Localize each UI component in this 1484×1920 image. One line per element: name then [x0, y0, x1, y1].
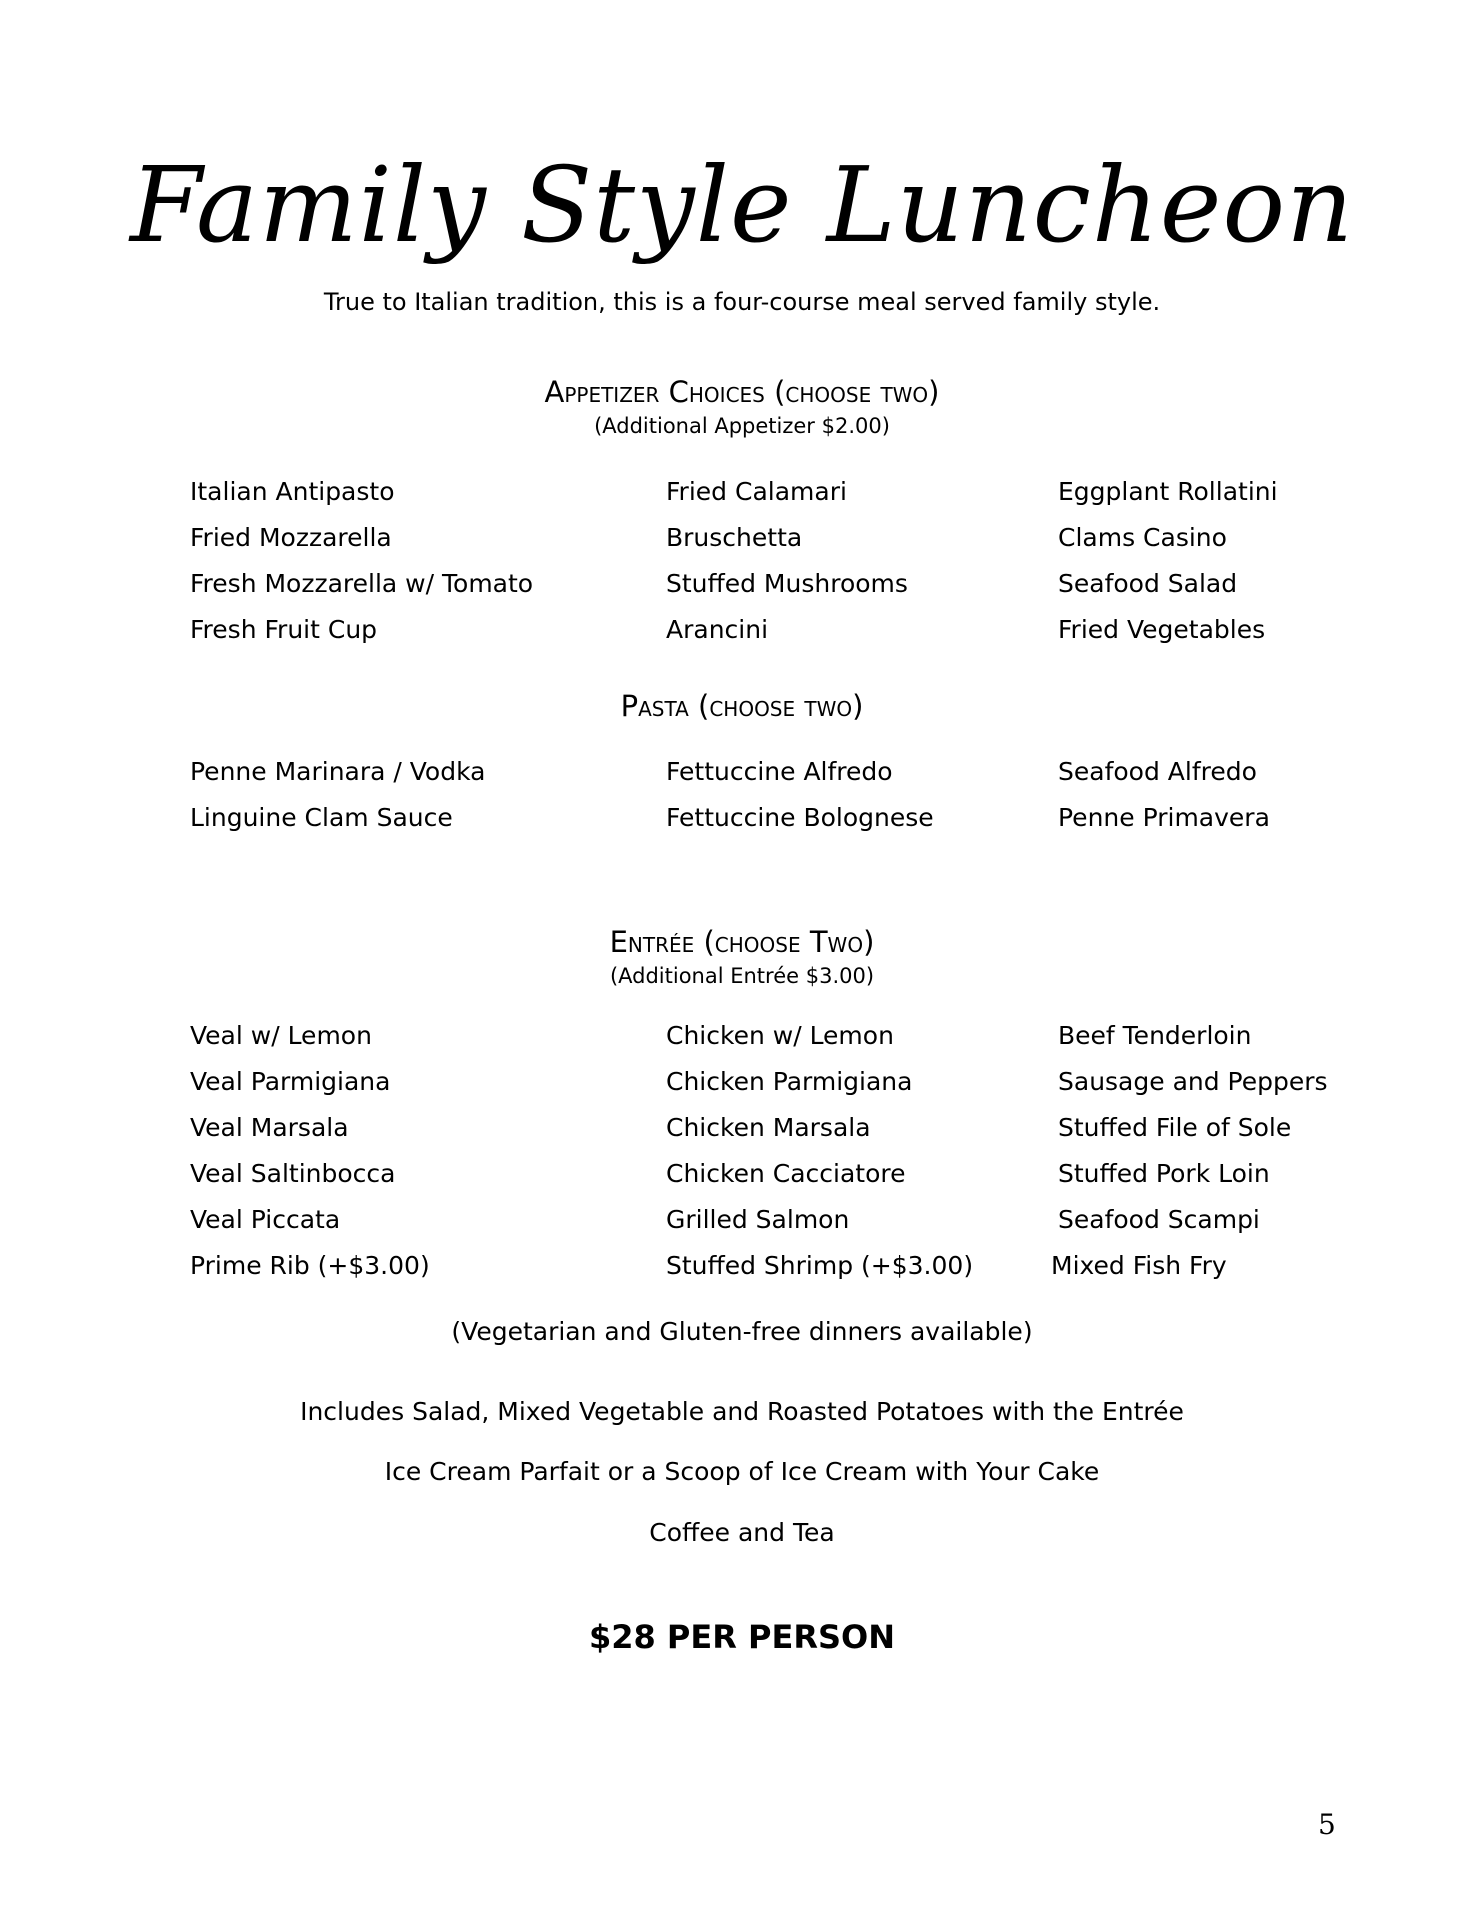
appetizer-item: Fried Vegetables — [1058, 615, 1266, 644]
entree-item: Veal Parmigiana — [190, 1067, 391, 1096]
entree-heading: Entrée (choose Two) — [609, 925, 875, 959]
entree-item: Chicken Parmigiana — [666, 1067, 913, 1096]
entree-item: Chicken Cacciatore — [666, 1159, 906, 1188]
includes-note: Includes Salad, Mixed Vegetable and Roasted Potatoes with the Entrée — [300, 1397, 1184, 1426]
appetizer-item: Fried Calamari — [666, 477, 847, 506]
pasta-item: Fettuccine Alfredo — [666, 757, 893, 786]
pasta-item: Linguine Clam Sauce — [190, 803, 453, 832]
coffee-note: Coffee and Tea — [649, 1518, 835, 1547]
vegetarian-note: (Vegetarian and Gluten-free dinners available) — [451, 1317, 1033, 1346]
entree-item: Sausage and Peppers — [1058, 1067, 1328, 1096]
entree-item: Veal Marsala — [190, 1113, 349, 1142]
appetizer-item: Fresh Mozzarella w/ Tomato — [190, 569, 534, 598]
entree-item: Veal Saltinbocca — [190, 1159, 396, 1188]
appetizer-item: Arancini — [666, 615, 769, 644]
price-label: $28 PER PERSON — [588, 1618, 895, 1656]
pasta-item: Fettuccine Bolognese — [666, 803, 934, 832]
appetizer-item: Italian Antipasto — [190, 477, 395, 506]
entree-item: Stuffed Shrimp (+$3.00) — [666, 1251, 974, 1280]
entree-item: Beef Tenderloin — [1058, 1021, 1252, 1050]
entree-item: Seafood Scampi — [1058, 1205, 1260, 1234]
entree-item: Stuffed Pork Loin — [1058, 1159, 1270, 1188]
entree-item: Stuffed File of Sole — [1058, 1113, 1292, 1142]
appetizer-item: Fresh Fruit Cup — [190, 615, 378, 644]
appetizer-item: Stuffed Mushrooms — [666, 569, 908, 598]
entree-item: Mixed Fish Fry — [1051, 1251, 1227, 1280]
entree-item: Prime Rib (+$3.00) — [190, 1251, 430, 1280]
appetizer-heading: Appetizer Choices (choose two) — [544, 375, 940, 409]
pasta-item: Seafood Alfredo — [1058, 757, 1257, 786]
entree-item: Veal w/ Lemon — [190, 1021, 372, 1050]
appetizer-subheading: (Additional Appetizer $2.00) — [594, 414, 890, 438]
page-title: Family Style Luncheon — [129, 144, 1355, 266]
pasta-item: Penne Marinara / Vodka — [190, 757, 486, 786]
appetizer-item: Fried Mozzarella — [190, 523, 392, 552]
pasta-heading: Pasta (choose two) — [620, 689, 864, 723]
entree-item: Grilled Salmon — [666, 1205, 850, 1234]
dessert-note: Ice Cream Parfait or a Scoop of Ice Cream with Your Cake — [384, 1457, 1100, 1486]
appetizer-item: Eggplant Rollatini — [1058, 477, 1278, 506]
pasta-item: Penne Primavera — [1058, 803, 1270, 832]
entree-item: Veal Piccata — [190, 1205, 341, 1234]
entree-item: Chicken w/ Lemon — [666, 1021, 894, 1050]
page-number: 5 — [1318, 1808, 1336, 1841]
entree-item: Chicken Marsala — [666, 1113, 871, 1142]
entree-subheading: (Additional Entrée $3.00) — [609, 964, 875, 988]
appetizer-item: Seafood Salad — [1058, 569, 1238, 598]
appetizer-item: Bruschetta — [666, 523, 803, 552]
appetizer-item: Clams Casino — [1058, 523, 1227, 552]
intro-text: True to Italian tradition, this is a four-course meal served family style. — [323, 288, 1161, 316]
